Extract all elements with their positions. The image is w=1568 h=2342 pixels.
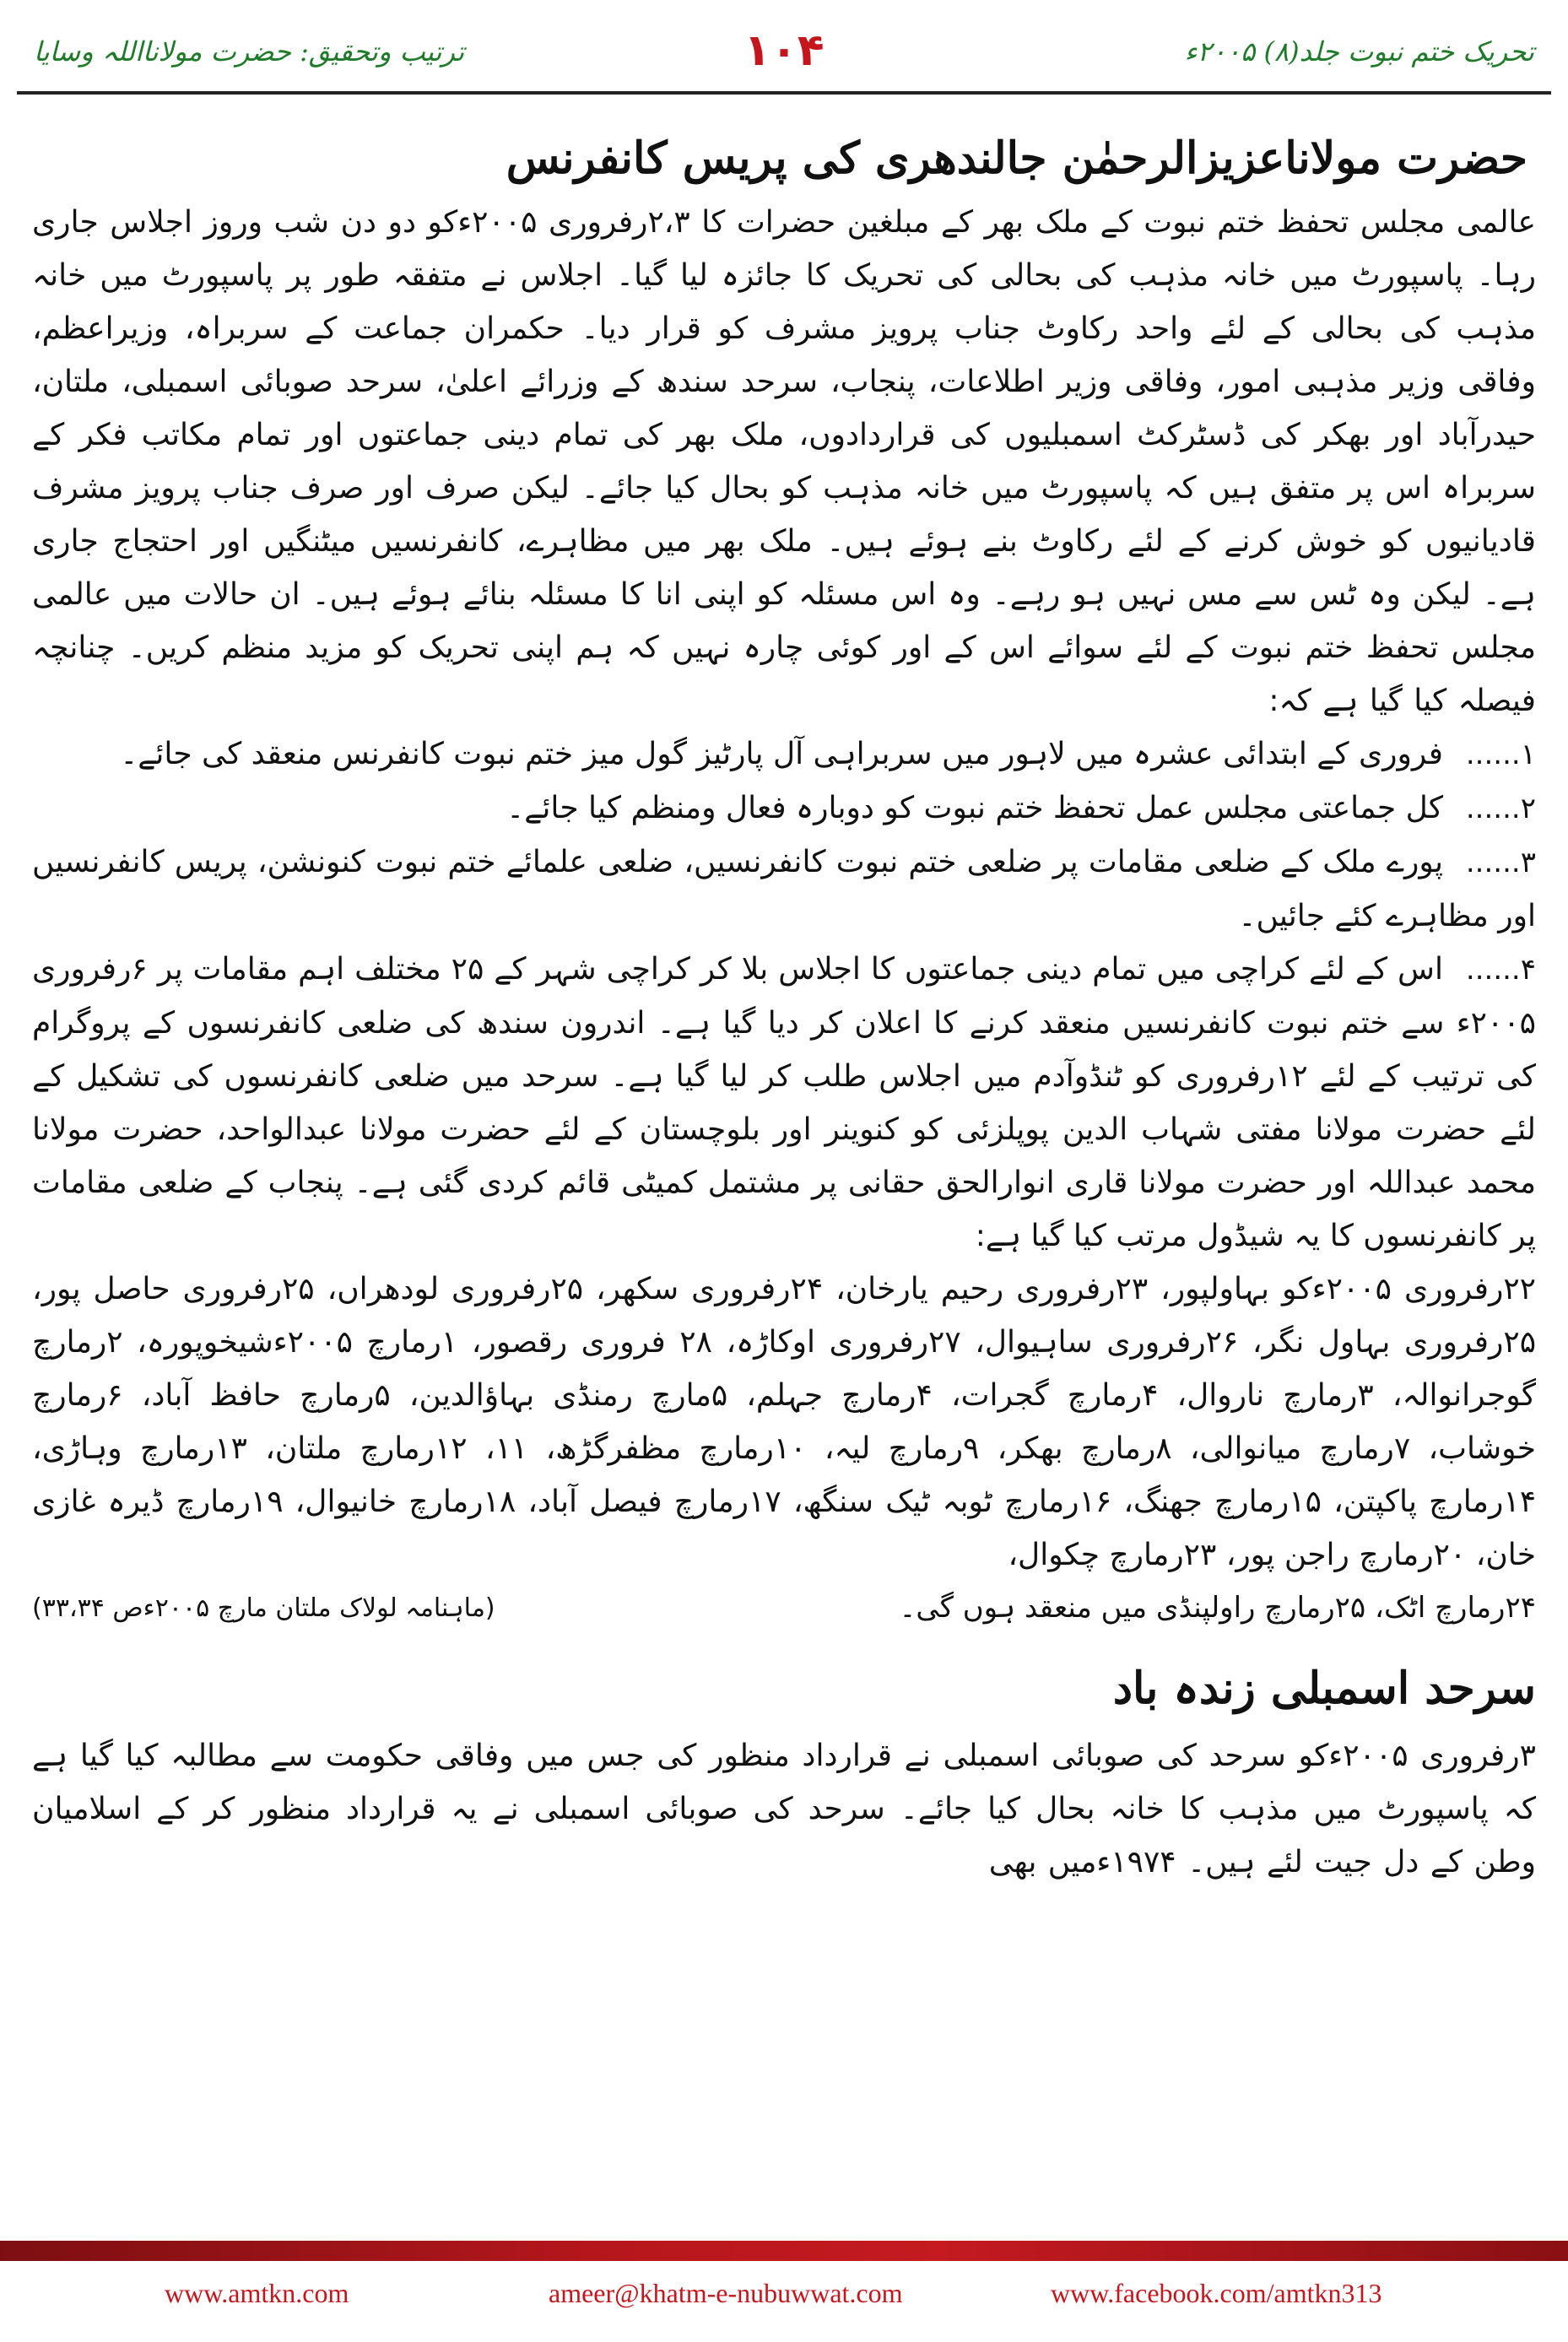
facebook-link[interactable]: www.facebook.com/amtkn313 bbox=[1051, 2278, 1382, 2308]
schedule-end: ۲۴رمارچ اٹک، ۲۵رمارچ راولپنڈی میں منعقد ہوں گی۔ bbox=[899, 1591, 1536, 1625]
conference-schedule: ۲۲رفروری ۲۰۰۵ءکو بہاولپور، ۲۳رفروری رحیم یارخان، ۲۴رفروری سکھر، ۲۵رفروری لودھراں، ۲۵رفروری حاصل پور، ۲۵رفروری بہاول نگر، ۲۶رفروری ساہیوال، ۲۷رفروری اوکاڑہ، ۲۸ فروری رقصور، ۱رمارچ ۲۰۰۵ءشیخوپورہ، ۲رمارچ گوجرانوالہ، ۳رمارچ ناروال، ۴رمارچ گجرات، ۴رمارچ جہلم، ۵مارچ رمنڈی بہاؤالدین، ۵رمارچ حافظ آباد، ۶رمارچ خوشاب، ۷رمارچ میانوالی، ۸رمارچ بھکر، ۹رمارچ لیہ، ۱۰رمارچ مظفرگڑھ، ۱۱، ۱۲رمارچ ملتان، ۱۳رمارچ وہاڑی، ۱۴رمارچ پاکپتن، ۱۵رمارچ جھنگ، ۱۶رمارچ ٹوبہ ٹیک سنگھ، ۱۷رمارچ فیصل آباد، ۱۸رمارچ خانیوال، ۱۹رمارچ ڈیرہ غازی خان، ۲۰رمارچ راجن پور، ۲۳رمارچ چکوال، bbox=[32, 1272, 1537, 1572]
page-number: ۱۰۴ bbox=[743, 25, 825, 76]
page-body bbox=[32, 127, 1536, 1889]
decision-number: ۳...... bbox=[1465, 846, 1536, 879]
website-link[interactable]: www.amtkn.com bbox=[165, 2278, 349, 2308]
email-link[interactable]: ameer@khatm-e-nubuwwat.com bbox=[549, 2278, 903, 2308]
source-citation: (ماہنامہ لولاک ملتان مارچ ۲۰۰۵ءص ۳۳،۳۴) bbox=[32, 1593, 495, 1623]
decision-item bbox=[32, 727, 1536, 782]
decision-item bbox=[32, 782, 1536, 836]
section-title: سرحد اسمبلی زندہ باد bbox=[1112, 1663, 1536, 1714]
decision-item bbox=[32, 836, 1536, 943]
decision-text: اس کے لئے کراچی میں تمام دینی جماعتوں کا اجلاس بلا کر کراچی شہر کے ۲۵ مختلف اہم مقامات پر ۶رفروری ۲۰۰۵ء سے ختم نبوت کانفرنسیں منعقد کرنے کا اعلان کر دیا گیا ہے۔ اندرون سندھ کی ضلعی کانفرنسوں کے پروگرام کی ترتیب کے لئے ۱۲رفروری کو ٹنڈوآدم میں اجلاس طلب کر لیا گیا ہے۔ سرحد میں ضلعی کانفرنسوں کی تشکیل کے لئے حضرت مولانا مفتی شہاب الدین پوپلزئی کو کنوینر اور بلوچستان کے لئے حضرت مولانا عبدالواحد، حضرت مولانا محمد عبداللہ اور حضرت مولانا قاری انوارالحق حقانی پر مشتمل کمیٹی قائم کردی گئی ہے۔ پنجاب کے ضلعی مقامات پر کانفرنسوں کا یہ شیڈول مرتب کیا گیا ہے: bbox=[32, 952, 1537, 1253]
decision-item bbox=[32, 943, 1536, 1263]
decision-number: ۱...... bbox=[1465, 738, 1536, 771]
header-compiler: ترتیب وتحقیق: حضرت مولانااللہ وسایا bbox=[34, 35, 465, 68]
decision-number: ۴...... bbox=[1465, 953, 1537, 987]
header-divider bbox=[17, 91, 1551, 95]
decision-list bbox=[32, 727, 1536, 1263]
page-header bbox=[34, 25, 1534, 84]
footer-band bbox=[0, 2241, 1568, 2261]
footer-links bbox=[0, 2278, 1568, 2328]
decision-number: ۲...... bbox=[1465, 792, 1536, 825]
decision-text: فروری کے ابتدائی عشرہ میں لاہور میں سربراہی آل پارٹیز گول میز ختم نبوت کانفرنس منعقد کی جائے۔ bbox=[120, 737, 1443, 771]
article-title: حضرت مولاناعزیزالرحمٰن جالندھری کی پریس کانفرنس bbox=[506, 133, 1527, 184]
schedule-last-line bbox=[32, 1582, 1536, 1635]
decision-text: پورے ملک کے ضلعی مقامات پر ضلعی ختم نبوت کانفرنسیں، ضلعی علمائے ختم نبوت کنونشن، پریس کانفرنسیں اور مظاہرے کئے جائیں۔ bbox=[32, 845, 1536, 933]
decision-text: کل جماعتی مجلس عمل تحفظ ختم نبوت کو دوبارہ فعال ومنظم کیا جائے۔ bbox=[506, 791, 1443, 825]
page-footer bbox=[0, 2241, 1568, 2342]
header-book-title: تحریک ختم نبوت جلد(۸) ۲۰۰۵ء bbox=[1184, 35, 1534, 68]
section-text: ۳رفروری ۲۰۰۵ءکو سرحد کی صوبائی اسمبلی نے قرارداد منظور کی جس میں وفاقی حکومت سے مطالبہ کیا گیا ہے کہ پاسپورٹ میں مذہب کا خانہ بحال کیا جائے۔ سرحد کی صوبائی اسمبلی نے یہ قرارداد منظور کر کے اسلامیان وطن کے دل جیت لئے ہیں۔ ۱۹۷۴ءمیں بھی bbox=[32, 1739, 1536, 1880]
article-intro: عالمی مجلس تحفظ ختم نبوت کے ملک بھر کے مبلغین حضرات کا ۲،۳رفروری ۲۰۰۵ءکو دو دن شب وروز اجلاس جاری رہا۔ پاسپورٹ میں خانہ مذہب کی بحالی کی تحریک کا جائزہ لیا گیا۔ اجلاس نے متفقہ طور پر پاسپورٹ میں خانہ مذہب کی بحالی کے لئے واحد رکاوٹ جناب پرویز مشرف کو قرار دیا۔ حکمران جماعت کے سربراہ، وزیراعظم، وفاقی وزیر مذہبی امور، وفاقی وزیر اطلاعات، پنجاب، سرحد سندھ کے وزرائے اعلیٰ، سرحد صوبائی اسمبلی، ملتان، حیدرآباد اور بھکر کی ڈسٹرکٹ اسمبلیوں کی قراردادوں، ملک بھر کی تمام دینی جماعتوں اور تمام مکاتب فکر کے سربراہ اس پر متفق ہیں کہ پاسپورٹ میں خانہ مذہب کو بحال کیا جائے۔ لیکن صرف اور صرف جناب پرویز مشرف قادیانیوں کو خوش کرنے کے لئے رکاوٹ بنے ہوئے ہیں۔ ملک بھر میں مظاہرے، کانفرنسیں میٹنگیں اور احتجاج جاری ہے۔ لیکن وہ ٹس سے مس نہیں ہو رہے۔ وہ اس مسئلہ کو اپنی انا کا مسئلہ بنائے ہوئے ہیں۔ ان حالات میں عالمی مجلس تحفظ ختم نبوت کے لئے سوائے اس کے اور کوئی چارہ نہیں کہ ہم اپنی تحریک کو مزید منظم کریں۔ چنانچہ فیصلہ کیا گیا ہے کہ: bbox=[32, 205, 1536, 718]
